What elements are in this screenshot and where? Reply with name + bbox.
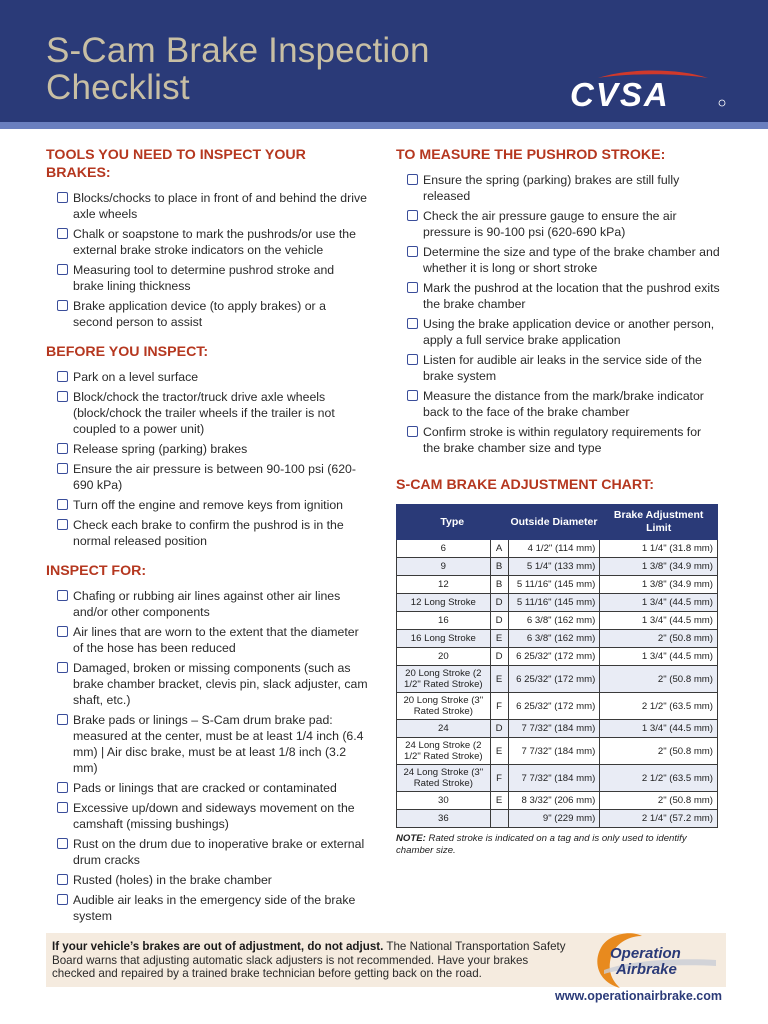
checklist-item [46, 497, 368, 513]
checkbox-icon[interactable] [407, 210, 418, 221]
checklist-item-text: Chafing or rubbing air lines against other air lines and/or other components [73, 589, 341, 619]
checklist-item [396, 172, 720, 204]
cell-limit: 1 3/8" (34.9 mm) [600, 558, 718, 576]
checklist-item-text: Damaged, broken or missing components (such as brake chamber bracket, clevis pin, slack adjuster, cam shaft, etc.) [73, 661, 368, 707]
right-column [396, 146, 720, 857]
table-row [397, 738, 718, 765]
checklist-item-text: Release spring (parking) brakes [73, 442, 248, 456]
cvsa-logo-text: CVSA [570, 76, 670, 112]
cell-limit: 2" (50.8 mm) [600, 666, 718, 693]
cell-limit: 2" (50.8 mm) [600, 792, 718, 810]
inspect-section [46, 562, 368, 924]
checkbox-icon[interactable] [57, 802, 68, 813]
cell-diameter: 7 7/32" (184 mm) [508, 720, 600, 738]
checkbox-icon[interactable] [57, 590, 68, 601]
checklist-item-text: Determine the size and type of the brake chamber and whether it is long or short stroke [423, 245, 720, 275]
checklist-item [396, 280, 720, 312]
cell-class: E [490, 630, 508, 648]
checkbox-icon[interactable] [57, 371, 68, 382]
cell-limit: 2" (50.8 mm) [600, 630, 718, 648]
checklist-item-text: Mark the pushrod at the location that the pushrod exits the brake chamber [423, 281, 720, 311]
cell-type: 20 Long Stroke (2 1/2" Rated Stroke) [397, 666, 491, 693]
cell-class: B [490, 576, 508, 594]
col-header-limit: Brake Adjustment Limit [600, 505, 718, 540]
checklist-item [396, 244, 720, 276]
checklist-item [46, 660, 368, 708]
cell-diameter: 7 7/32" (184 mm) [508, 765, 600, 792]
checklist-item-text: Measuring tool to determine pushrod stroke and brake lining thickness [73, 263, 335, 293]
cell-class [490, 810, 508, 828]
checklist-item [46, 712, 368, 776]
cell-type: 20 [397, 648, 491, 666]
checklist-item [46, 262, 368, 294]
adjustment-table-body [397, 540, 718, 828]
checklist-item [46, 836, 368, 868]
cell-class: D [490, 612, 508, 630]
checkbox-icon[interactable] [57, 391, 68, 402]
adjustment-table [396, 504, 718, 828]
cell-type: 24 [397, 720, 491, 738]
checklist-item-text: Ensure the air pressure is between 90-100 psi (620-690 kPa) [73, 462, 356, 492]
footer-body-text: The National Transportation Safety Board warns that adjusting automatic slack adjusters is not recommended. Have your brakes checked and repaired by a trained brake technician before getting back on the road. [52, 940, 566, 980]
left-column [46, 146, 368, 928]
checklist-item [46, 624, 368, 656]
cell-limit: 2 1/2" (63.5 mm) [600, 693, 718, 720]
cell-type: 16 [397, 612, 491, 630]
checkbox-icon[interactable] [57, 782, 68, 793]
checklist-item [46, 872, 368, 888]
checkbox-icon[interactable] [57, 443, 68, 454]
table-row [397, 540, 718, 558]
checkbox-icon[interactable] [57, 192, 68, 203]
cell-type: 9 [397, 558, 491, 576]
checklist-item [46, 441, 368, 457]
table-row [397, 630, 718, 648]
checklist-item-text: Blocks/chocks to place in front of and behind the drive axle wheels [73, 191, 367, 221]
checklist-item-text: Check the air pressure gauge to ensure the air pressure is 90-100 psi (620-690 kPa) [423, 209, 677, 239]
chart-section [396, 476, 720, 857]
checkbox-icon[interactable] [57, 714, 68, 725]
cell-class: D [490, 594, 508, 612]
checklist-item-text: Listen for audible air leaks in the service side of the brake system [423, 353, 702, 383]
checklist-item [46, 517, 368, 549]
cell-type: 16 Long Stroke [397, 630, 491, 648]
checklist-item-text: Block/chock the tractor/truck drive axle wheels (block/chock the trailer wheels if the trailer is not coupled to a power unit) [73, 390, 335, 436]
cell-diameter: 5 1/4" (133 mm) [508, 558, 600, 576]
checklist-item [46, 461, 368, 493]
cell-diameter: 6 25/32" (172 mm) [508, 648, 600, 666]
cell-type: 20 Long Stroke (3" Rated Stroke) [397, 693, 491, 720]
table-row [397, 765, 718, 792]
checklist-item [46, 190, 368, 222]
checkbox-icon[interactable] [57, 264, 68, 275]
checklist-item-text: Brake pads or linings – S-Cam drum brake pad: measured at the center, must be at least 1/4 inch (6.4 mm) | Air disc brake, must be at least 1/8 inch (3.2 mm) [73, 713, 364, 775]
table-row [397, 792, 718, 810]
website-link[interactable]: www.operationairbrake.com [555, 989, 722, 1003]
before-list [46, 369, 368, 549]
checkbox-icon[interactable] [57, 499, 68, 510]
checklist-item [46, 800, 368, 832]
checkbox-icon[interactable] [57, 300, 68, 311]
checklist-item-text: Brake application device (to apply brakes) or a second person to assist [73, 299, 326, 329]
checklist-item-text: Rust on the drum due to inoperative brake or external drum cracks [73, 837, 365, 867]
checklist-item [396, 316, 720, 348]
cell-class: B [490, 558, 508, 576]
checklist-item-text: Using the brake application device or another person, apply a full service brake application [423, 317, 715, 347]
checklist-item [46, 369, 368, 385]
checklist-item-text: Check each brake to confirm the pushrod is in the normal released position [73, 518, 344, 548]
table-row [397, 594, 718, 612]
checklist-item-text: Confirm stroke is within regulatory requirements for the brake chamber size and type [423, 425, 702, 455]
checkbox-icon[interactable] [57, 874, 68, 885]
cell-class: F [490, 693, 508, 720]
cell-limit: 1 3/4" (44.5 mm) [600, 612, 718, 630]
checkbox-icon[interactable] [57, 519, 68, 530]
checklist-item [396, 388, 720, 420]
checklist-item-text: Pads or linings that are cracked or contaminated [73, 781, 337, 795]
cell-diameter: 6 25/32" (172 mm) [508, 693, 600, 720]
cell-limit: 1 1/4" (31.8 mm) [600, 540, 718, 558]
cell-type: 12 [397, 576, 491, 594]
checkbox-icon[interactable] [57, 838, 68, 849]
cell-class: A [490, 540, 508, 558]
measure-list [396, 172, 720, 456]
cell-class: D [490, 648, 508, 666]
checkbox-icon[interactable] [407, 282, 418, 293]
note-label: NOTE: [396, 833, 426, 844]
cell-diameter: 8 3/32" (206 mm) [508, 792, 600, 810]
inspect-heading: INSPECT FOR: [46, 563, 147, 579]
cell-diameter: 6 25/32" (172 mm) [508, 666, 600, 693]
checklist-item [396, 208, 720, 240]
cell-limit: 1 3/4" (44.5 mm) [600, 594, 718, 612]
checkbox-icon[interactable] [57, 662, 68, 673]
cell-limit: 2 1/4" (57.2 mm) [600, 810, 718, 828]
checklist-item-text: Excessive up/down and sideways movement on the camshaft (missing bushings) [73, 801, 355, 831]
cell-class: D [490, 720, 508, 738]
col-header-type: Type [397, 505, 509, 540]
title-line-1: S-Cam Brake Inspection [46, 31, 430, 70]
checklist-item-text: Measure the distance from the mark/brake indicator back to the face of the brake chamber [423, 389, 704, 419]
chart-heading: S-CAM BRAKE ADJUSTMENT CHART: [396, 477, 654, 493]
cell-class: E [490, 666, 508, 693]
cvsa-logo [568, 70, 726, 112]
before-heading: BEFORE YOU INSPECT: [46, 344, 209, 360]
checklist-item [396, 352, 720, 384]
footer-bold-text: If your vehicle’s brakes are out of adjustment, do not adjust. [52, 940, 384, 953]
checkbox-icon[interactable] [57, 894, 68, 905]
page-title [46, 32, 430, 106]
tools-list [46, 190, 368, 330]
checklist-item-text: Ensure the spring (parking) brakes are still fully released [423, 173, 680, 203]
checkbox-icon[interactable] [57, 626, 68, 637]
cell-class: E [490, 792, 508, 810]
cell-type: 24 Long Stroke (2 1/2" Rated Stroke) [397, 738, 491, 765]
before-section [46, 343, 368, 549]
table-row [397, 693, 718, 720]
checklist-item-text: Rusted (holes) in the brake chamber [73, 873, 272, 887]
cell-limit: 1 3/8" (34.9 mm) [600, 576, 718, 594]
checkbox-icon[interactable] [57, 463, 68, 474]
checklist-item-text: Air lines that are worn to the extent that the diameter of the hose has been reduced [73, 625, 359, 655]
table-row [397, 612, 718, 630]
table-row [397, 558, 718, 576]
title-line-2: Checklist [46, 68, 190, 107]
checkbox-icon[interactable] [407, 318, 418, 329]
cell-limit: 2 1/2" (63.5 mm) [600, 765, 718, 792]
tools-section [46, 146, 368, 330]
checkbox-icon[interactable] [407, 426, 418, 437]
checkbox-icon[interactable] [407, 354, 418, 365]
cell-type: 24 Long Stroke (3" Rated Stroke) [397, 765, 491, 792]
checklist-item [46, 298, 368, 330]
cell-diameter: 7 7/32" (184 mm) [508, 738, 600, 765]
footer-text [52, 940, 568, 981]
checklist-item-text: Park on a level surface [73, 370, 199, 384]
table-row [397, 810, 718, 828]
checklist-item-text: Audible air leaks in the emergency side of the brake system [73, 893, 356, 923]
checkbox-icon[interactable] [57, 228, 68, 239]
cell-diameter: 5 11/16" (145 mm) [508, 594, 600, 612]
cell-diameter: 6 3/8" (162 mm) [508, 630, 600, 648]
inspect-list [46, 588, 368, 924]
tools-heading: TOOLS YOU NEED TO INSPECT YOUR BRAKES: [46, 147, 306, 181]
table-row [397, 666, 718, 693]
operation-airbrake-logo [590, 930, 720, 992]
cell-type: 6 [397, 540, 491, 558]
checkbox-icon[interactable] [407, 174, 418, 185]
note-text: Rated stroke is indicated on a tag and is only used to identify chamber size. [396, 833, 687, 856]
measure-section [396, 146, 720, 456]
checklist-item [46, 780, 368, 796]
measure-heading: TO MEASURE THE PUSHROD STROKE: [396, 147, 666, 163]
table-row [397, 648, 718, 666]
table-note [396, 833, 696, 857]
cell-diameter: 9" (229 mm) [508, 810, 600, 828]
cell-class: E [490, 738, 508, 765]
cell-limit: 2" (50.8 mm) [600, 738, 718, 765]
checklist-item-text: Chalk or soapstone to mark the pushrods/or use the external brake stroke indicators on the vehicle [73, 227, 356, 257]
logo-line-1: Operation [610, 945, 681, 962]
checklist-item [46, 892, 368, 924]
table-row [397, 576, 718, 594]
checklist-item [46, 588, 368, 620]
table-row [397, 720, 718, 738]
checklist-item [46, 389, 368, 437]
checkbox-icon[interactable] [407, 390, 418, 401]
table-header-row [397, 505, 718, 540]
col-header-diameter: Outside Diameter [508, 505, 600, 540]
checklist-item-text: Turn off the engine and remove keys from ignition [73, 498, 343, 512]
cell-limit: 1 3/4" (44.5 mm) [600, 648, 718, 666]
cell-diameter: 5 11/16" (145 mm) [508, 576, 600, 594]
cell-type: 12 Long Stroke [397, 594, 491, 612]
cell-limit: 1 3/4" (44.5 mm) [600, 720, 718, 738]
checklist-item [46, 226, 368, 258]
header-stripe [0, 122, 768, 129]
cell-type: 36 [397, 810, 491, 828]
cell-diameter: 6 3/8" (162 mm) [508, 612, 600, 630]
checkbox-icon[interactable] [407, 246, 418, 257]
logo-line-2: Airbrake [616, 961, 677, 978]
checklist-item [396, 424, 720, 456]
cell-diameter: 4 1/2" (114 mm) [508, 540, 600, 558]
cell-type: 30 [397, 792, 491, 810]
cell-class: F [490, 765, 508, 792]
